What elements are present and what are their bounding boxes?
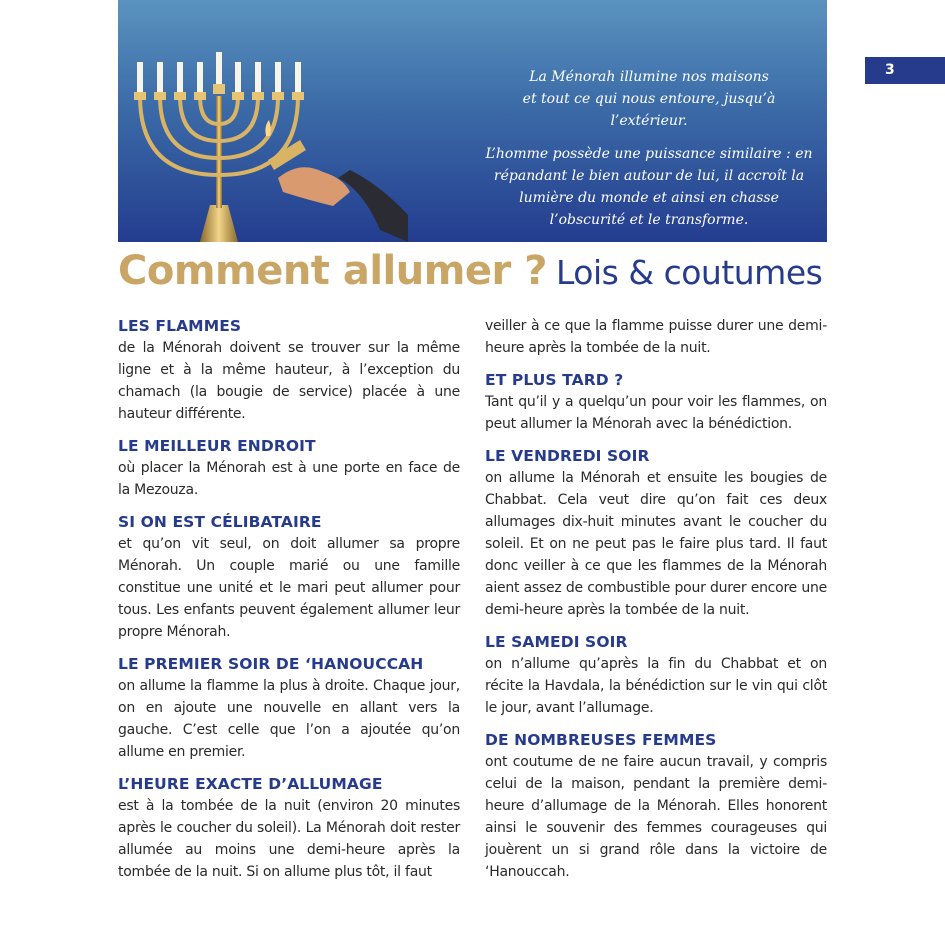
section-flammes xyxy=(118,315,460,425)
section-heading: LE SAMEDI SOIR xyxy=(485,633,628,651)
title-main: Comment allumer ? xyxy=(118,248,547,294)
section-heading: DE NOMBREUSES FEMMES xyxy=(485,731,717,749)
section-text: veiller à ce que la flamme puisse durer une demi-heure après la tombée de la nuit. xyxy=(485,318,827,356)
section-heading: LE MEILLEUR ENDROIT xyxy=(118,437,316,455)
section-samedi xyxy=(485,631,827,719)
right-column xyxy=(485,315,827,893)
banner-paragraph-2: L’homme possède une puissance similaire : en répandant le bien autour de lui, il accroît la lumière du monde et ainsi en chasse l’obscurité et le transforme. xyxy=(485,146,813,228)
section-heure xyxy=(118,773,460,883)
section-heading: LE PREMIER SOIR DE ‘HANOUCCAH xyxy=(118,655,424,673)
header-banner xyxy=(118,0,827,242)
menorah-illustration xyxy=(118,0,408,242)
section-heading: SI ON EST CÉLIBATAIRE xyxy=(118,513,322,531)
section-text: où placer la Ménorah est à une porte en face de la Mezouza. xyxy=(118,460,460,498)
section-text: on allume la flamme la plus à droite. Chaque jour, on en ajoute une nouvelle en allant vers la gauche. C’est celle que l’on a ajoutée qu’on allume en premier. xyxy=(118,678,460,760)
page-number-tab xyxy=(865,57,945,84)
section-celibataire xyxy=(118,511,460,643)
section-heading: LE VENDREDI SOIR xyxy=(485,447,650,465)
section-premier-soir xyxy=(118,653,460,763)
section-heure-continued xyxy=(485,315,827,359)
banner-quote xyxy=(484,66,814,242)
section-text: on n’allume qu’après la fin du Chabbat et on récite la Havdala, la bénédiction sur le vin qui clôt le jour, avant l’allumage. xyxy=(485,656,827,716)
section-plus-tard xyxy=(485,369,827,435)
section-heading: L’HEURE EXACTE D’ALLUMAGE xyxy=(118,775,383,793)
section-text: de la Ménorah doivent se trouver sur la même ligne et à la même hauteur, à l’exception du chamach (la bougie de service) placée à une hauteur différente. xyxy=(118,340,460,422)
section-text: Tant qu’il y a quelqu’un pour voir les flammes, on peut allumer la Ménorah avec la bénédiction. xyxy=(485,394,827,432)
left-column xyxy=(118,315,460,893)
section-text: est à la tombée de la nuit (environ 20 minutes après le coucher du soleil). La Ménorah doit rester allumée au moins une demi-heure après la tombée de la nuit. Si on allume plus tôt, il faut xyxy=(118,798,460,880)
page-number: 3 xyxy=(885,62,895,78)
section-text: on allume la Ménorah et ensuite les bougies de Chabbat. Cela veut dire qu’on fait ces deux allumages dix-huit minutes avant le coucher du soleil. Et on ne peut pas le faire plus tard. Il faut donc veiller à ce que les flammes de la Ménorah aient assez de combustible pour durer encore une demi-heure après la tombée de la nuit. xyxy=(485,470,827,618)
page-title xyxy=(118,248,838,294)
section-femmes xyxy=(485,729,827,883)
section-text: ont coutume de ne faire aucun travail, y compris celui de la maison, pendant la première demi-heure d’allumage de la Ménorah. Elles honorent ainsi le souvenir des femmes courageuses qui jouèrent un si grand rôle dans la victoire de ‘Hanouccah. xyxy=(485,754,827,880)
section-endroit xyxy=(118,435,460,501)
section-text: et qu’on vit seul, on doit allumer sa propre Ménorah. Un couple marié ou une famille constitue une unité et le mari peut allumer pour tous. Les enfants peuvent également allumer leur propre Ménorah. xyxy=(118,536,460,640)
title-sub: Lois & coutumes xyxy=(556,253,823,292)
section-heading: ET PLUS TARD ? xyxy=(485,371,624,389)
banner-line-2: et tout ce qui nous entoure, jusqu’à l’extérieur. xyxy=(522,91,776,129)
section-vendredi xyxy=(485,445,827,621)
section-heading: LES FLAMMES xyxy=(118,317,242,335)
banner-line-1: La Ménorah illumine nos maisons xyxy=(529,69,769,85)
